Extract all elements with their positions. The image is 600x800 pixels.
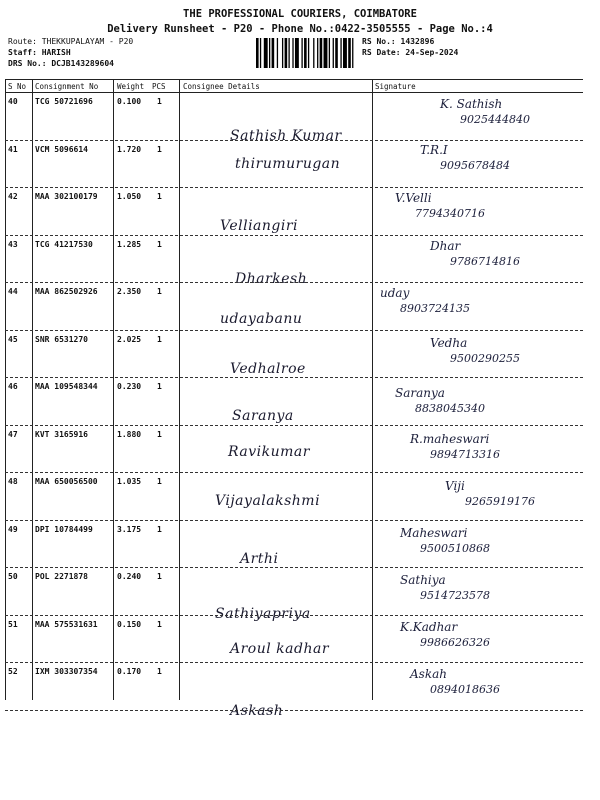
row-consignee-name: udayabanu [220, 311, 303, 327]
table-row [0, 331, 600, 378]
row-weight: 0.240 [117, 572, 142, 581]
route-label: Route: [8, 37, 37, 46]
row-sno: 44 [8, 287, 18, 296]
row-phone: 9025444840 [460, 113, 530, 126]
row-consignee-name: Askash [230, 703, 284, 719]
row-weight: 1.880 [117, 429, 142, 439]
row-consignee-name: thirumurugan [235, 155, 341, 172]
row-weight: 0.170 [117, 667, 142, 676]
row-weight: 2.025 [117, 334, 142, 344]
table-row [0, 426, 600, 473]
column-header-pcs: PCS [152, 82, 166, 91]
column-header-weight: Weight [117, 82, 145, 91]
rs-number-label: RS No.: [362, 37, 396, 46]
row-weight: 0.230 [117, 382, 142, 391]
row-phone: 9514723578 [420, 589, 490, 602]
table-row [0, 283, 600, 330]
drs-value: DCJB143289604 [51, 59, 114, 68]
row-consignee-name: Aroul kadhar [230, 640, 330, 657]
row-phone: 9986626326 [420, 635, 490, 649]
row-consignee-name: Arthi [240, 550, 279, 567]
table-row [0, 93, 600, 144]
row-signature: Askah [410, 667, 447, 681]
row-consignment-no: TCG 50721696 [35, 97, 93, 106]
row-signature: K. Sathish [440, 97, 503, 111]
row-pcs: 1 [157, 334, 162, 344]
staff-label: Staff: [8, 48, 37, 57]
barcode-image [256, 38, 356, 68]
row-consignee-name: Velliangiri [220, 218, 299, 234]
row-signature: R.maheswari [410, 431, 490, 446]
row-weight: 2.350 [117, 287, 142, 296]
row-sno: 51 [8, 619, 18, 629]
row-weight: 1.050 [117, 192, 142, 201]
row-pcs: 1 [157, 477, 162, 486]
row-consignee-name: Saranya [232, 408, 294, 424]
row-pcs: 1 [157, 619, 162, 629]
column-header-sno: S No [8, 82, 27, 91]
row-pcs: 1 [157, 429, 162, 439]
route-info [8, 37, 133, 46]
row-weight: 0.100 [117, 97, 142, 106]
row-weight: 1.035 [117, 477, 142, 486]
row-consignment-no: POL 2271878 [35, 572, 88, 581]
table-row [0, 236, 600, 287]
row-phone: 9500290255 [450, 351, 520, 365]
row-sno: 42 [8, 192, 18, 201]
row-phone: 7794340716 [415, 207, 485, 220]
row-consignment-no: MAA 109548344 [35, 382, 98, 391]
column-header-signature: Signature [375, 82, 416, 91]
row-sno: 41 [8, 144, 18, 154]
row-signature: K.Kadhar [400, 619, 458, 634]
column-header-consignment: Consignment No [35, 82, 99, 91]
row-consignee-name: Dharkesh [235, 270, 308, 287]
row-weight: 1.285 [117, 239, 142, 249]
column-header-consignee: Consignee Details [183, 82, 260, 91]
row-consignee-name: Sathish Kumar [230, 128, 342, 144]
staff-value: HARISH [41, 48, 71, 57]
row-consignment-no: VCM 5096614 [35, 144, 88, 154]
row-sno: 45 [8, 334, 18, 344]
row-consignment-no: MAA 302100179 [35, 192, 98, 201]
staff-info [8, 48, 71, 57]
row-signature: Viji [445, 479, 465, 493]
table-row [0, 616, 600, 663]
row-consignee-name: Sathiyapriya [215, 606, 311, 622]
row-phone: 9500510868 [420, 541, 490, 555]
row-signature: Sathiya [400, 573, 446, 587]
row-phone: 0894018636 [430, 683, 500, 696]
row-consignment-no: DPI 10784499 [35, 524, 93, 534]
route-value: THEKKUPALAYAM - P20 [41, 37, 134, 46]
row-phone: 9265919176 [465, 495, 535, 508]
row-signature: Maheswari [400, 525, 468, 540]
rs-date-label: RS Date: [362, 48, 401, 57]
row-signature: Vedha [430, 335, 468, 350]
table-row [0, 473, 600, 520]
row-weight: 3.175 [117, 524, 142, 534]
row-pcs: 1 [157, 97, 162, 106]
row-consignee-name: Ravikumar [228, 443, 310, 460]
rs-date-value: 24-Sep-2024 [405, 48, 459, 57]
row-consignment-no: MAA 650056500 [35, 477, 98, 486]
rs-number-info [362, 37, 434, 46]
row-pcs: 1 [157, 287, 162, 296]
row-phone: 9894713316 [430, 447, 500, 461]
row-sno: 48 [8, 477, 18, 486]
row-consignment-no: KVT 3165916 [35, 429, 88, 439]
row-weight: 1.720 [117, 144, 142, 154]
row-pcs: 1 [157, 239, 162, 249]
row-sno: 50 [8, 572, 18, 581]
rs-number-value: 1432896 [400, 37, 435, 46]
row-consignee-name: Vijayalakshmi [215, 493, 321, 509]
row-phone: 8838045340 [415, 402, 485, 415]
table-top-border [5, 79, 583, 80]
row-pcs: 1 [157, 572, 162, 581]
row-consignment-no: MAA 862502926 [35, 287, 98, 296]
row-pcs: 1 [157, 524, 162, 534]
row-consignment-no: IXM 303307354 [35, 667, 98, 676]
row-signature: T.R.I [420, 142, 448, 157]
row-consignment-no: MAA 575531631 [35, 619, 98, 629]
table-row [0, 663, 600, 719]
row-pcs: 1 [157, 144, 162, 154]
row-pcs: 1 [157, 382, 162, 391]
table-row [0, 141, 600, 188]
table-row [0, 521, 600, 568]
row-phone: 8903724135 [400, 302, 470, 315]
row-consignment-no: TCG 41217530 [35, 239, 93, 249]
row-signature: uday [380, 286, 410, 300]
row-pcs: 1 [157, 667, 162, 676]
rs-date-info [362, 48, 458, 57]
drs-label: DRS No.: [8, 59, 47, 68]
row-phone: 9095678484 [440, 158, 510, 172]
row-pcs: 1 [157, 192, 162, 201]
row-signature: V.Velli [395, 191, 432, 205]
company-title: THE PROFESSIONAL COURIERS, COIMBATORE [183, 8, 417, 20]
row-consignee-name: Vedhalroe [230, 360, 306, 377]
row-sno: 40 [8, 97, 18, 106]
table-row [0, 568, 600, 622]
row-sno: 47 [8, 429, 18, 439]
row-sno: 43 [8, 239, 18, 249]
row-signature: Dhar [430, 238, 461, 253]
row-weight: 0.150 [117, 619, 142, 629]
row-divider [5, 710, 583, 711]
runsheet-subtitle: Delivery Runsheet - P20 - Phone No.:0422-3505555 - Page No.:4 [107, 23, 493, 35]
row-sno: 49 [8, 524, 18, 534]
table-row [0, 188, 600, 235]
row-sno: 46 [8, 382, 18, 391]
drs-info [8, 59, 114, 68]
row-signature: Saranya [395, 386, 445, 400]
table-row [0, 378, 600, 425]
row-sno: 52 [8, 667, 18, 676]
row-consignment-no: SNR 6531270 [35, 334, 88, 344]
row-phone: 9786714816 [450, 254, 520, 268]
